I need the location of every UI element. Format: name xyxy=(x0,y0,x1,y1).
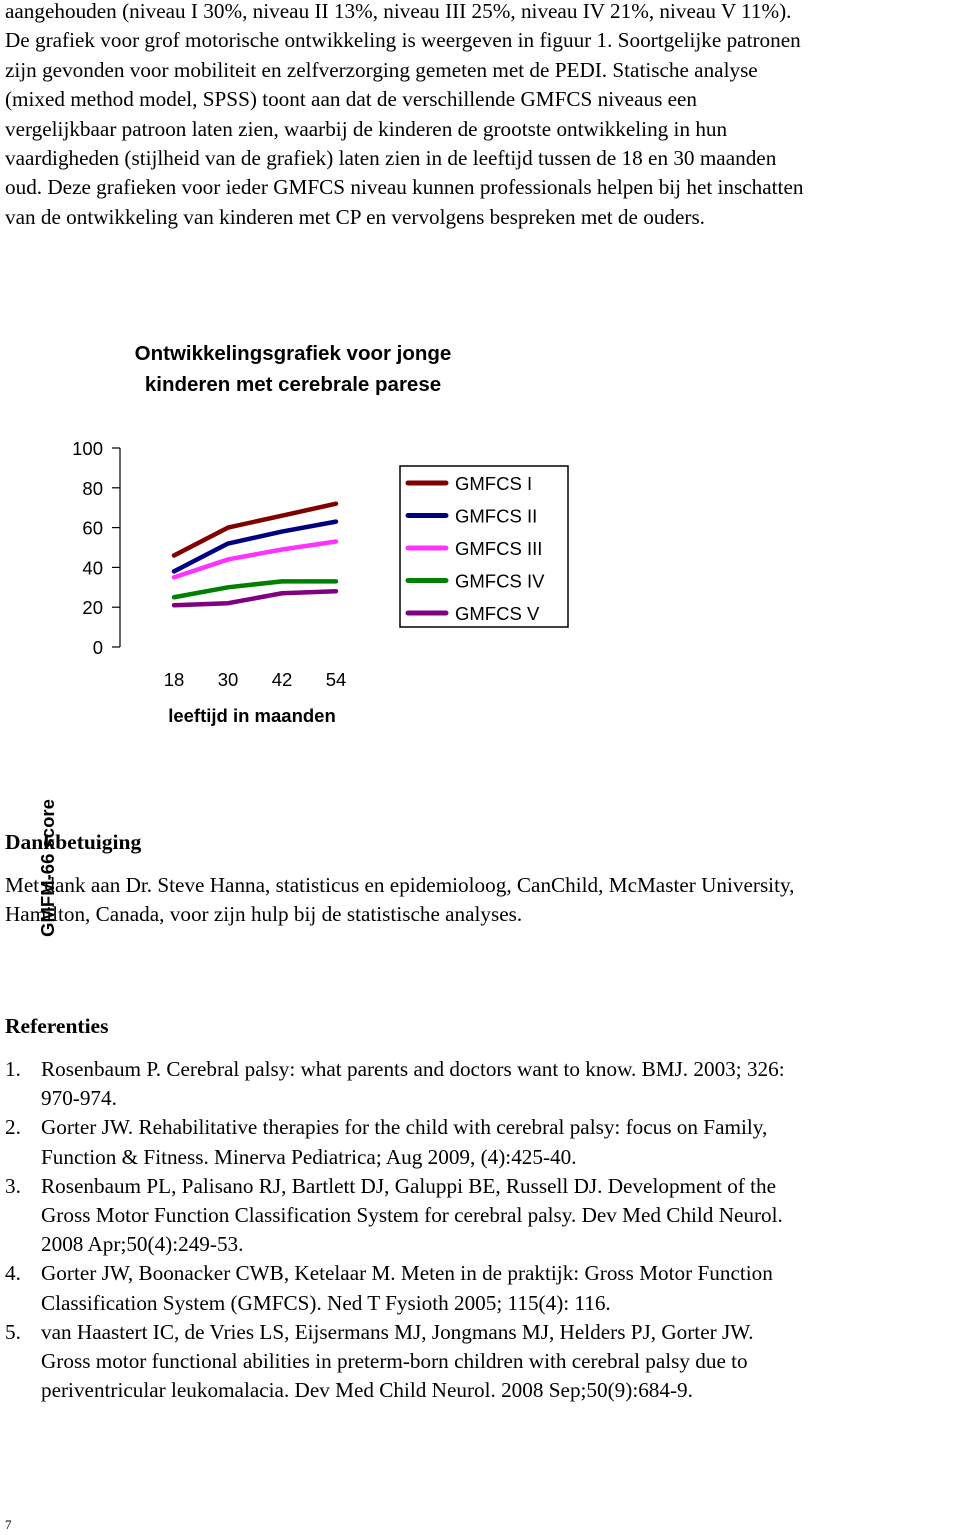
acknowledgement-heading: Dankbetuiging xyxy=(5,830,142,854)
legend-label: GMFCS IV xyxy=(455,570,545,592)
reference-number: 2. xyxy=(5,1115,21,1140)
reference-line: Classification System (GMFCS). Ned T Fysioth 2005; 115(4): 116. xyxy=(41,1290,611,1315)
y-tick-label: 0 xyxy=(92,637,103,658)
legend-label: GMFCS III xyxy=(455,538,543,559)
references-heading: Referenties xyxy=(5,1014,109,1038)
chart-y-ticks xyxy=(72,438,120,658)
series-line-1 xyxy=(174,504,336,556)
references-list xyxy=(5,1055,945,1405)
legend-label: GMFCS V xyxy=(455,603,540,624)
reference-number: 5. xyxy=(5,1319,21,1344)
chart-title-line-2: kinderen met cerebrale parese xyxy=(144,373,442,396)
reference-line: van Haastert IC, de Vries LS, Eijsermans MJ, Jongmans MJ, Helders PJ, Gorter JW. xyxy=(41,1319,754,1344)
chart-y-axis-label: GMFM-66 score xyxy=(37,799,58,937)
legend-label: GMFCS II xyxy=(455,505,538,527)
intro-line: aangehouden (niveau I 30%, niveau II 13%, niveau III 25%, niveau IV 21%, niveau V 11%). xyxy=(5,0,792,23)
reference-line: Gorter JW, Boonacker CWB, Ketelaar M. Meten in de praktijk: Gross Motor Function xyxy=(41,1261,773,1286)
reference-line: 970-974. xyxy=(41,1086,117,1111)
acknowledgement-line: Hamilton, Canada, voor zijn hulp bij de statistische analyses. xyxy=(5,902,523,927)
reference-item xyxy=(5,1172,945,1260)
reference-item xyxy=(5,1318,945,1406)
intro-line: De grafiek voor grof motorische ontwikkeling is weergeven in figuur 1. Soortgelijke patronen xyxy=(5,28,801,53)
reference-line: periventricular leukomalacia. Dev Med Child Neurol. 2008 Sep;50(9):684-9. xyxy=(41,1378,693,1403)
reference-line: Rosenbaum P. Cerebral palsy: what parents and doctors want to know. BMJ. 2003; 326: xyxy=(41,1057,785,1081)
chart-title-line-1: Ontwikkelingsgrafiek voor jonge xyxy=(134,342,452,365)
y-tick-label: 40 xyxy=(82,557,103,579)
reference-item xyxy=(5,1259,945,1317)
intro-line: zijn gevonden voor mobiliteit en zelfverzorging gemeten met de PEDI. Statische analyse xyxy=(5,57,758,82)
intro-line: van de ontwikkeling van kinderen met CP en vervolgens bespreken met de ouders. xyxy=(5,204,705,229)
reference-line: Gross Motor Function Classification System for cerebral palsy. Dev Med Child Neurol. xyxy=(41,1203,783,1228)
intro-line: vaardigheden (stijlheid van de grafiek) laten zien in de leeftijd tussen de 18 en 30 maanden xyxy=(5,146,777,171)
x-tick-label: 54 xyxy=(325,669,347,690)
reference-item xyxy=(5,1113,945,1171)
reference-item xyxy=(5,1055,945,1113)
intro-paragraph xyxy=(5,0,955,232)
reference-line: Rosenbaum PL, Palisano RJ, Bartlett DJ, Galuppi BE, Russell DJ. Development of the xyxy=(41,1173,777,1198)
acknowledgement-text xyxy=(5,871,955,930)
y-tick-label: 80 xyxy=(82,477,103,499)
intro-line: oud. Deze grafieken voor ieder GMFCS niveau kunnen professionals helpen bij het inschatten xyxy=(5,175,804,200)
reference-line: Gorter JW. Rehabilitative therapies for the child with cerebral palsy: focus on Family, xyxy=(41,1115,768,1140)
x-tick-label: 18 xyxy=(163,669,185,690)
chart-x-axis-label: leeftijd in maanden xyxy=(168,705,336,726)
acknowledgement-line: Met dank aan Dr. Steve Hanna, statisticus en epidemioloog, CanChild, McMaster University, xyxy=(5,873,795,897)
reference-number: 3. xyxy=(5,1173,21,1198)
chart-x-ticks xyxy=(164,669,347,690)
y-tick-label: 20 xyxy=(82,597,103,619)
reference-line: Gross motor functional abilities in preterm-born children with cerebral palsy due to xyxy=(41,1349,748,1374)
intro-line: (mixed method model, SPSS) toont aan dat de verschillende GMFCS niveaus een xyxy=(5,87,698,112)
reference-line: 2008 Apr;50(4):249-53. xyxy=(41,1232,244,1257)
reference-number: 1. xyxy=(5,1057,21,1081)
page-number: 7 xyxy=(5,1517,12,1532)
intro-line: vergelijkbaar patroon laten zien, waarbij de kinderen de grootste ontwikkeling in hun xyxy=(5,116,728,141)
reference-line: Function & Fitness. Minerva Pediatrica; Aug 2009, (4):425-40. xyxy=(41,1144,577,1169)
legend-label: GMFCS I xyxy=(455,473,533,494)
x-tick-label: 30 xyxy=(217,669,239,690)
chart-series-lines xyxy=(174,504,336,605)
x-tick-label: 42 xyxy=(271,669,293,690)
series-line-4 xyxy=(174,581,336,597)
reference-number: 4. xyxy=(5,1261,21,1286)
y-tick-label: 60 xyxy=(82,517,103,539)
y-tick-label: 100 xyxy=(72,438,103,459)
